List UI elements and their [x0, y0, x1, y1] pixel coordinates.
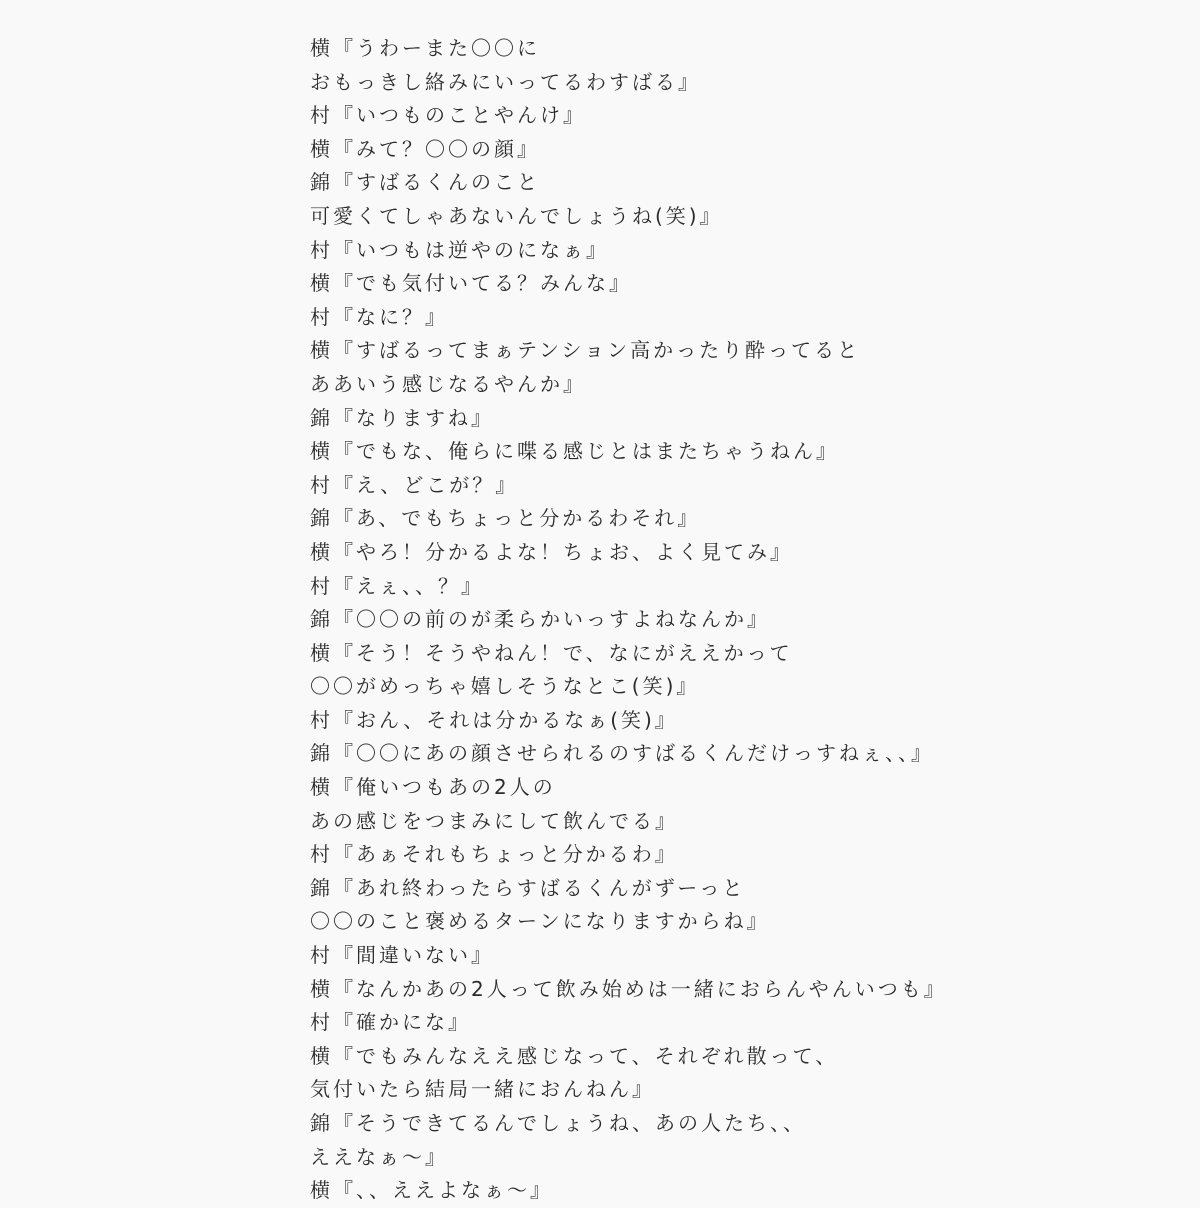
dialogue-line: 横『でも気付いてる？みんな』 — [310, 271, 632, 296]
dialogue-line: 横『うわーまた〇〇に — [310, 36, 540, 60]
dialogue-line: あの感じをつまみにして飲んでる』 — [310, 808, 678, 833]
dialogue-line: 可愛くてしゃあないんでしょうね(笑)』 — [310, 203, 723, 228]
dialogue-line: 村『あぁそれもちょっと分かるわ』 — [310, 842, 678, 867]
dialogue-line: 気付いたら結局一緒におんねん』 — [310, 1077, 655, 1102]
dialogue-line: ああいう感じなるやんか』 — [310, 371, 586, 396]
dialogue-line: 錦『あ、でもちょっと分かるわそれ』 — [310, 506, 701, 531]
dialogue-line: 錦『〇〇の前のが柔らかいっすよねなんか』 — [310, 607, 770, 632]
dialogue-line: 横『、、ええよなぁ〜』 — [310, 1178, 553, 1203]
dialogue-line: おもっきし絡みにいってるわすばる』 — [310, 69, 701, 94]
dialogue-line: 横『みて？〇〇の顔』 — [310, 136, 540, 161]
dialogue-line: 横『やろ！分かるよな！ちょお、よく見てみ』 — [310, 539, 793, 564]
dialogue-line: 村『えぇ、、？』 — [310, 573, 484, 598]
dialogue-line: ええなぁ〜』 — [310, 1144, 448, 1169]
dialogue-line: 錦『なりますね』 — [310, 405, 494, 430]
dialogue-line: 錦『そうできてるんでしょうね、あの人たち、、 — [310, 1111, 806, 1135]
dialogue-line: 錦『すばるくんのこと — [310, 170, 540, 195]
dialogue-line: 村『確かにな』 — [310, 1010, 471, 1035]
dialogue-line: 横『そう！そうやねん！で、なにがええかって — [310, 640, 793, 665]
dialogue-line: 村『いつもは逆やのになぁ』 — [310, 237, 609, 262]
dialogue-line: 横『すばるってまぁテンション高かったり酔ってると — [310, 338, 861, 363]
dialogue-line: 錦『あれ終わったらすばるくんがずーっと — [310, 875, 746, 900]
dialogue-line: 横『でもな、俺らに喋る感じとはまたちゃうねん』 — [310, 439, 839, 464]
dialogue-line: 村『いつものことやんけ』 — [310, 103, 586, 128]
dialogue-line: 村『間違いない』 — [310, 943, 494, 968]
dialogue-line: 横『でもみんなええ感じなって、それぞれ散って、 — [310, 1043, 839, 1068]
dialogue-line: 〇〇のこと褒めるターンになりますからね』 — [310, 909, 770, 934]
dialogue-line: 村『え、どこが？』 — [310, 472, 519, 497]
dialogue-line: 〇〇がめっちゃ嬉しそうなとこ(笑)』 — [310, 674, 700, 699]
dialogue-text — [310, 32, 1170, 1208]
dialogue-line: 錦『〇〇にあの顔させられるのすばるくんだけっすねぇ、、』 — [310, 741, 934, 766]
dialogue-line: 村『なに？』 — [310, 304, 448, 329]
dialogue-line: 横『なんかあの2人って飲み始めは一緒におらんやんいつも』 — [310, 976, 947, 1001]
dialogue-line: 横『俺いつもあの2人の — [310, 775, 556, 800]
dialogue-line: 村『おん、それは分かるなぁ(笑)』 — [310, 707, 678, 732]
